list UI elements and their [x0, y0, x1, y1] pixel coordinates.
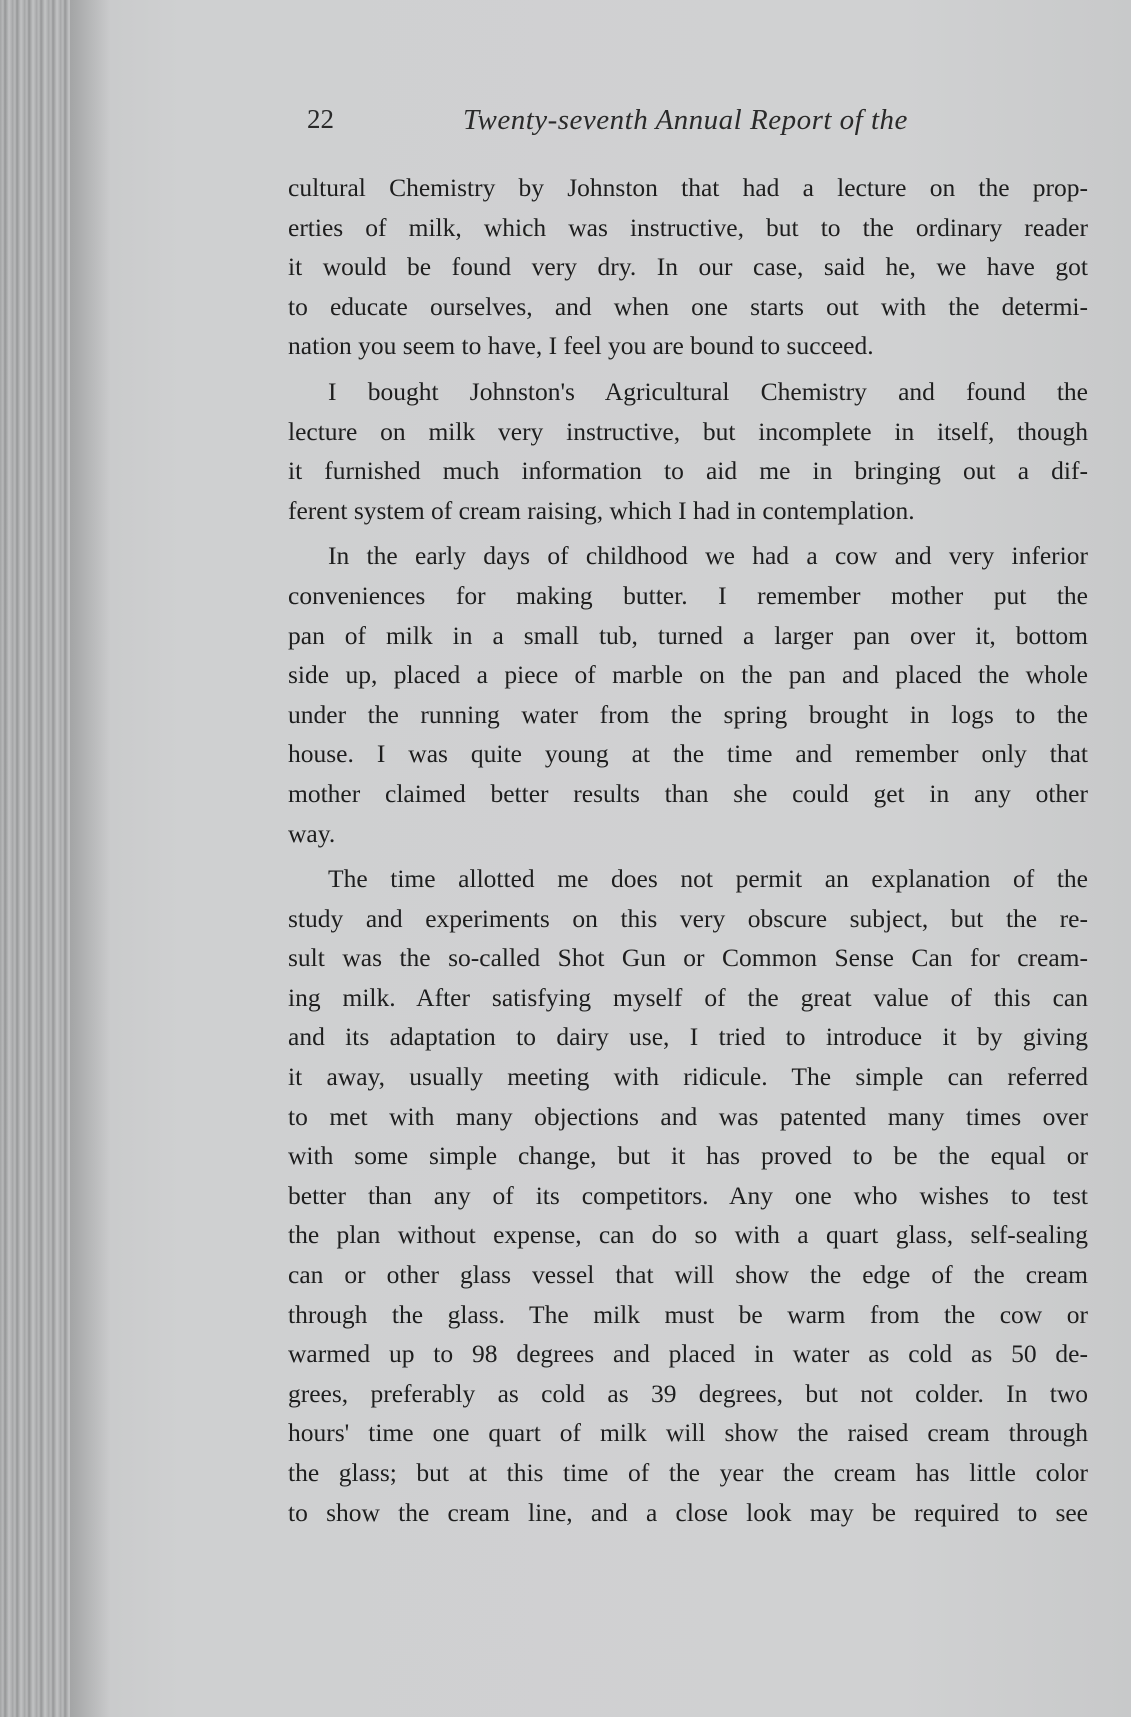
- book-binding: [0, 0, 70, 1717]
- paragraph: [288, 372, 1088, 530]
- text-line: to show the cream line, and a close look may be required to see: [288, 1497, 1088, 1527]
- text-line: lecture on milk very instructive, but incomplete in itself, though: [288, 416, 1088, 446]
- text-line: ferent system of cream raising, which I had in contemplation.: [288, 495, 915, 525]
- text-line: it furnished much information to aid me in bringing out a dif-: [288, 456, 1088, 486]
- gutter-shadow: [70, 0, 110, 1717]
- text-line: mother claimed better results than she could get in any other: [288, 778, 1088, 808]
- text-line: through the glass. The milk must be warm from the cow or: [288, 1299, 1088, 1329]
- text-line: sult was the so-called Shot Gun or Common Sense Can for cream-: [288, 943, 1088, 973]
- body-text: [288, 168, 1088, 1538]
- text-line: nation you seem to have, I feel you are bound to succeed.: [288, 331, 874, 361]
- text-line: and its adaptation to dairy use, I tried to introduce it by giving: [288, 1022, 1088, 1052]
- paragraph: [288, 536, 1088, 853]
- text-line: under the running water from the spring brought in logs to the: [288, 699, 1088, 729]
- text-line: erties of milk, which was instructive, but to the ordinary reader: [288, 212, 1088, 242]
- text-line: cultural Chemistry by Johnston that had a lecture on the prop-: [288, 173, 1088, 202]
- text-line: the glass; but at this time of the year the cream has little color: [288, 1458, 1088, 1487]
- text-line: pan of milk in a small tub, turned a larger pan over it, bottom: [288, 620, 1088, 650]
- page-header: [307, 104, 947, 148]
- text-line: to met with many objections and was patented many times over: [288, 1101, 1088, 1131]
- text-line: way.: [288, 818, 336, 848]
- running-title: Twenty-seventh Annual Report of the: [463, 104, 908, 136]
- text-line: hours' time one quart of milk will show the raised cream through: [288, 1418, 1088, 1448]
- text-line: with some simple change, but it has proved to be the equal or: [288, 1141, 1088, 1171]
- text-line: In the early days of childhood we had a cow and very inferior: [328, 541, 1088, 571]
- text-line: grees, preferably as cold as 39 degrees, but not colder. In two: [288, 1378, 1088, 1408]
- paragraph: [288, 168, 1088, 366]
- text-line: house. I was quite young at the time and remember only that: [288, 739, 1088, 769]
- text-line: can or other glass vessel that will show the edge of the cream: [288, 1260, 1088, 1290]
- text-line: side up, placed a piece of marble on the pan and placed the whole: [288, 660, 1088, 690]
- text-line: better than any of its competitors. Any one who wishes to test: [288, 1180, 1088, 1210]
- paragraph: [288, 859, 1088, 1532]
- text-line: it would be found very dry. In our case, said he, we have got: [288, 252, 1088, 282]
- text-line: it away, usually meeting with ridicule. The simple can referred: [288, 1062, 1088, 1092]
- page-number: 22: [307, 104, 334, 134]
- text-line: I bought Johnston's Agricultural Chemistry and found the: [328, 376, 1088, 406]
- text-line: the plan without expense, can do so with a quart glass, self-sealing: [288, 1220, 1088, 1250]
- text-line: conveniences for making butter. I remember mother put the: [288, 580, 1088, 610]
- text-line: warmed up to 98 degrees and placed in water as cold as 50 de-: [288, 1339, 1088, 1369]
- text-line: The time allotted me does not permit an explanation of the: [328, 864, 1088, 894]
- text-line: to educate ourselves, and when one starts out with the determi-: [288, 291, 1088, 321]
- text-line: study and experiments on this very obscure subject, but the re-: [288, 903, 1088, 933]
- text-line: ing milk. After satisfying myself of the great value of this can: [288, 982, 1088, 1012]
